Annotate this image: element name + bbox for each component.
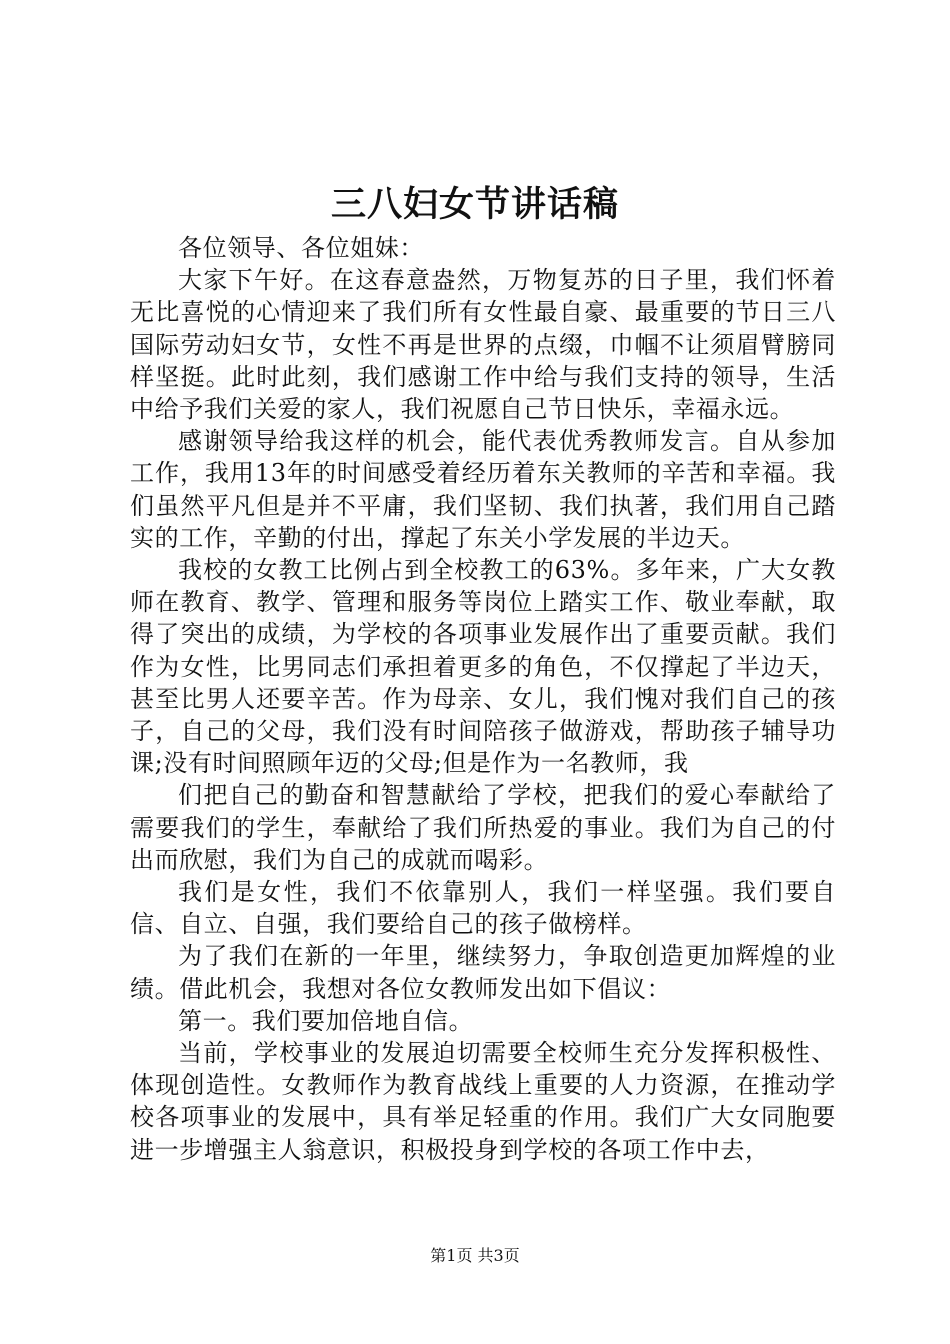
body-paragraph: 第一。我们要加倍地自信。 bbox=[178, 1006, 474, 1035]
page-footer: 第1页 共3页 bbox=[430, 1246, 520, 1265]
body-paragraph: 感谢领导给我这样的机会，能代表优秀教师发言。自从参加工作，我用13年的时间感受着经历着东关教师的辛苦和幸福。我们虽然平凡但是并不平庸，我们坚韧、我们执著，我们用自己踏实的工作，辛勤的付出，撑起了东关小学发展的半边天。 bbox=[130, 427, 836, 552]
salutation-paragraph: 各位领导、各位姐妹： bbox=[178, 234, 424, 262]
body-paragraph: 当前，学校事业的发展迫切需要全校师生充分发挥积极性、体现创造性。女教师作为教育战线上重要的人力资源，在推动学校各项事业的发展中，具有举足轻重的作用。我们广大女同胞要进一步增强主人翁意识，积极投身到学校的各项工作中去， bbox=[130, 1039, 836, 1164]
document-title: 三八妇女节讲话稿 bbox=[330, 184, 619, 225]
body-paragraph: 为了我们在新的一年里，继续努力，争取创造更加辉煌的业绩。借此机会，我想对各位女教师发出如下倡议： bbox=[130, 942, 836, 1003]
body-paragraph: 我校的女教工比例占到全校教工的63%。多年来，广大女教师在教育、教学、管理和服务等岗位上踏实工作、敬业奉献，取得了突出的成绩，为学校的各项事业发展作出了重要贡献。我们作为女性，比男同志们承担着更多的角色，不仅撑起了半边天，甚至比男人还要辛苦。作为母亲、女儿，我们愧对我们自己的孩子，自己的父母，我们没有时间陪孩子做游戏，帮助孩子辅导功课;没有时间照顾年迈的父母;但是作为一名教师，我 bbox=[130, 556, 836, 778]
body-paragraph: 大家下午好。在这春意盎然，万物复苏的日子里，我们怀着无比喜悦的心情迎来了我们所有女性最自豪、最重要的节日三八国际劳动妇女节，女性不再是世界的点缀，巾帼不让须眉臂膀同样坚挺。此时此刻，我们感谢工作中给与我们支持的领导，生活中给予我们关爱的家人，我们祝愿自己节日快乐，幸福永远。 bbox=[130, 266, 836, 424]
body-paragraph: 我们是女性，我们不依靠别人，我们一样坚强。我们要自信、自立、自强，我们要给自己的孩子做榜样。 bbox=[130, 878, 836, 939]
body-paragraph: 们把自己的勤奋和智慧献给了学校，把我们的爱心奉献给了需要我们的学生，奉献给了我们所热爱的事业。我们为自己的付出而欣慰，我们为自己的成就而喝彩。 bbox=[130, 781, 836, 874]
document-body bbox=[130, 232, 836, 1166]
